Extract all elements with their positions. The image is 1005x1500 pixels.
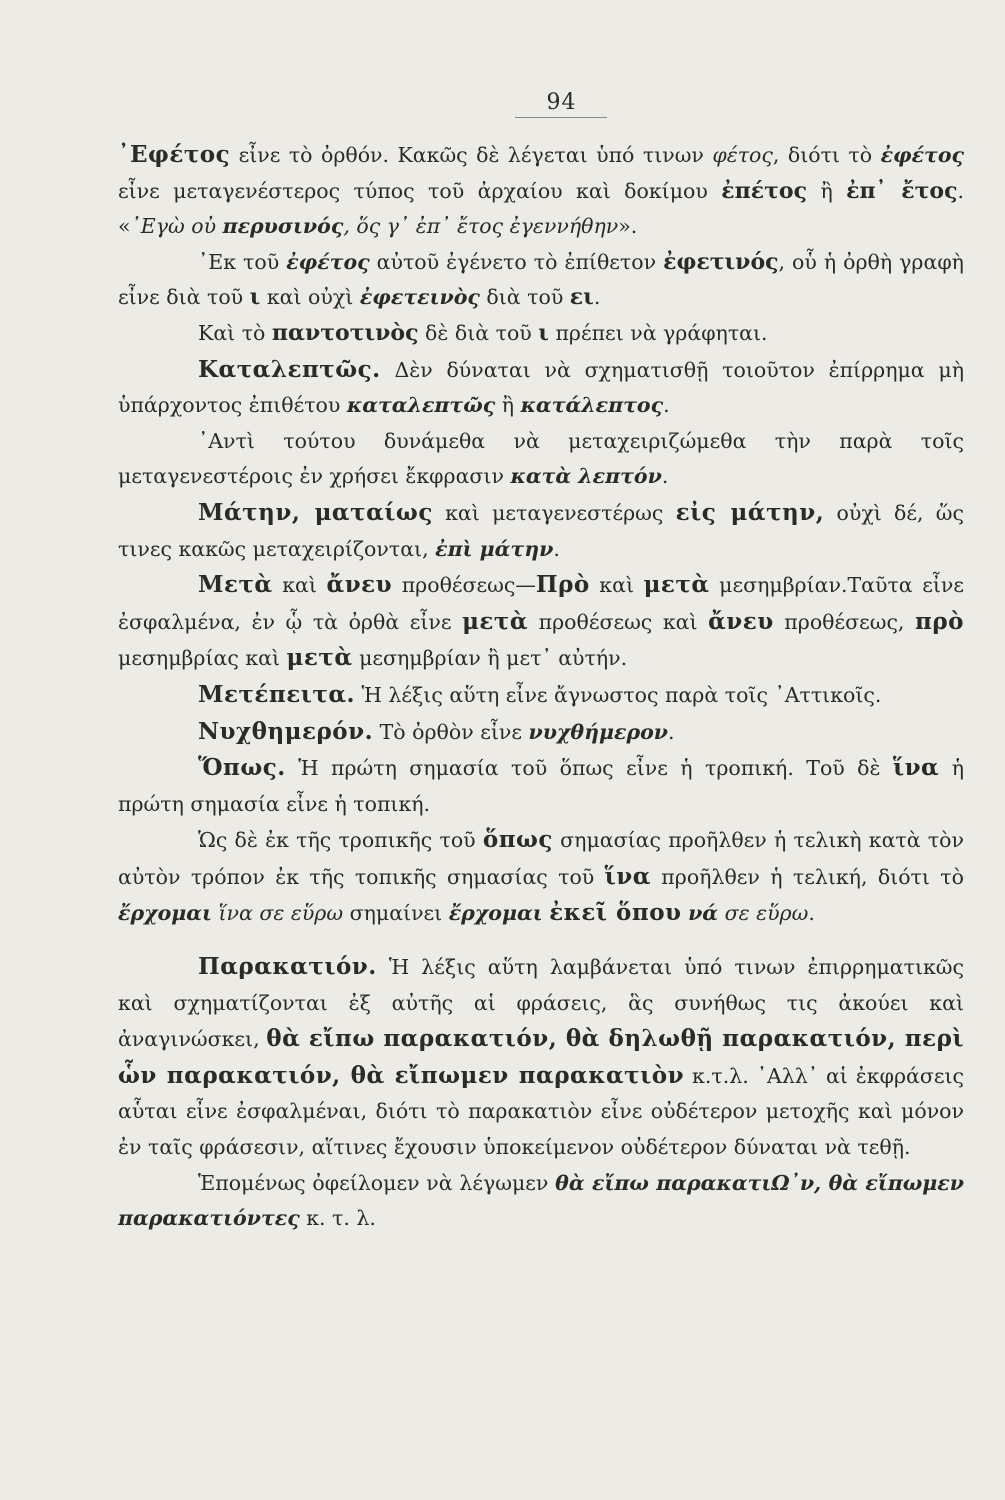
emphasis-text: ι — [538, 319, 549, 346]
emphasis-text: ἐπέτος — [721, 177, 808, 204]
headword: Πρὸ — [535, 571, 590, 599]
emphasis-text: ἐπ᾿ ἔτος — [846, 177, 958, 204]
emphasis-text: ᾿Εγὼ οὐ — [130, 214, 223, 239]
emphasis-text: ἔρχομαι — [448, 901, 543, 926]
paragraph-p10 — [118, 750, 964, 822]
headword: θὰ εἴπω παρακατιόν, θὰ δηλωθῇ παρακατιόν, περὶ ὧν παρακατιόν, θὰ εἴπωμεν παρακατιὸν — [118, 1025, 964, 1089]
paragraph-p12 — [118, 949, 964, 1166]
body-text: καὶ μεταγενεστέρως — [432, 500, 676, 525]
emphasis-text: νυχθήμερον — [528, 719, 668, 744]
body-text: Ἡ πρώτη σημασία τοῦ ὅπως εἶνε ἡ τροπική. Τοῦ δὲ — [285, 756, 893, 781]
headword: ἄνευ — [708, 607, 774, 635]
headword: μετὰ — [286, 644, 353, 672]
body-text: . — [667, 719, 675, 744]
headword: Καταλεπτῶς. — [198, 355, 381, 383]
body-text: μεσημβρίαν.Ταῦτα εἶνε ἐσφαλμένα, ἐν ᾧ τὰ ὀρθὰ εἶνε — [118, 573, 964, 634]
body-text: . — [553, 536, 560, 561]
body-text: κ.τ.λ. ᾿Αλλ᾿ αἱ ἐκφράσεις αὗται εἶνε ἐσφαλμέναι, διότι τὸ παρακατιὸν εἶνε οὐδέτερον μετοχῆς καὶ μόνον ἐν ταῖς φράσεσιν, αἵτινες ἔχουσιν ὑποκείμενον οὐδέτερον δύναται νὰ τεθῇ. — [118, 1063, 964, 1160]
paragraph-p5 — [118, 424, 964, 495]
body-text: καὶ — [272, 573, 327, 598]
emphasis-text: σε εὕρω — [718, 901, 809, 926]
paragraph-p3 — [118, 316, 964, 352]
body-text: Ἡ λέξις αὕτη λαμβάνεται ὑπό τινων ἐπιρρηματικῶς καὶ σχηματίζονται ἐξ αὐτῆς αἱ φράσεις, ἃς συνήθως τις ἀκούει καὶ ἀναγινώσκει, — [118, 955, 964, 1052]
emphasis-text: , ὅς γ᾿ ἐπ᾿ ἔτος ἐγεννήθην — [343, 214, 619, 239]
paragraph-p6 — [118, 495, 964, 567]
emphasis-text: παντοτινὸς — [271, 319, 419, 346]
headword: ἐκεῖ ὅπου — [549, 899, 682, 927]
body-text: δὲ διὰ τοῦ — [418, 320, 539, 345]
emphasis-text: νά — [688, 901, 719, 926]
page-body — [118, 137, 964, 1237]
body-text: ἢ — [495, 393, 521, 418]
body-text: αὐτοῦ ἐγένετο τὸ ἐπίθετον — [369, 249, 664, 274]
body-text: Καὶ τὸ — [198, 320, 272, 345]
body-text: καὶ — [589, 573, 644, 598]
paragraph-p9 — [118, 714, 964, 751]
body-text: καὶ οὐχὶ — [260, 285, 360, 310]
body-text: κ. τ. λ. — [299, 1206, 376, 1231]
page-number: 94 — [546, 90, 577, 115]
headword: μετὰ — [643, 571, 710, 599]
paragraph-p7 — [118, 567, 964, 677]
body-text: ᾿Αντὶ τούτου δυνάμεθα νὰ μεταχειριζώμεθα τὴν παρὰ τοῖς μεταγενεστέροις ἐν χρήσει ἔκφρασιν — [118, 428, 964, 489]
body-text: εἶνε τὸ ὀρθόν. Κακῶς δὲ λέγεται ὑπό τινων — [230, 143, 713, 167]
emphasis-text: ἐφετινός — [663, 248, 779, 275]
body-text: Ἑπομένως ὀφείλομεν νὰ λέγωμεν — [198, 1170, 556, 1195]
emphasis-text: καταλεπτῶς — [346, 393, 496, 418]
body-text: Τὸ ὀρθὸν εἶνε — [373, 719, 529, 744]
paragraph-p13 — [118, 1166, 964, 1237]
headword: Μετὰ — [198, 571, 273, 599]
headword: Ὅπως. — [198, 754, 286, 782]
emphasis-text: ἵνα σε εὕρω — [211, 901, 344, 926]
headword: Παρακατιόν. — [198, 953, 377, 981]
body-text: . — [663, 393, 670, 418]
emphasis-text: ἐφετεινὸς — [359, 285, 480, 310]
emphasis-text: ἐπὶ μάτην — [435, 536, 554, 561]
headword: μετὰ — [462, 607, 529, 635]
emphasis-text: ἐφέτος — [880, 143, 964, 167]
body-text: διὰ τοῦ — [479, 285, 570, 310]
body-text: προθέσεως, — [773, 609, 916, 634]
emphasis-text: ει — [569, 284, 594, 311]
body-text: μεσημβρίαν ἢ μετ᾿ αὐτήν. — [352, 646, 628, 671]
headword: Μετέπειτα. — [198, 680, 356, 708]
body-text: , διότι τὸ — [772, 143, 881, 167]
body-text: εἶνε μεταγενέστερος τύπος τοῦ ἀρχαίου καὶ δοκίμου — [118, 178, 722, 203]
body-text: ἡ πρώτη σημασία εἶνε ἡ τοπική. — [118, 756, 964, 816]
body-text: Ὡς δὲ ἐκ τῆς τροπικῆς τοῦ — [198, 828, 483, 853]
paragraph-p4 — [118, 352, 964, 424]
paragraph-p2 — [118, 245, 964, 316]
body-text: ἢ — [807, 178, 847, 203]
body-text: , οὗ ἡ ὀρθὴ γραφὴ εἶνε διὰ τοῦ — [118, 249, 964, 310]
body-text: Δὲν δύναται νὰ σχηματισθῇ τοιοῦτον ἐπίρρημα μὴ ὑπάρχοντος ἐπιθέτου — [118, 357, 964, 418]
body-text: ᾿Εκ τοῦ — [198, 249, 287, 274]
emphasis-text: ι — [249, 284, 261, 311]
headword: Νυχθημερόν. — [198, 717, 374, 745]
body-text: προθέσεως— — [392, 573, 536, 598]
body-text: σημαίνει — [343, 901, 449, 926]
body-text: ». — [618, 214, 638, 239]
emphasis-text: ἔρχομαι — [118, 901, 212, 926]
paragraph-p1 — [118, 137, 964, 245]
emphasis-text: ἐφέτος — [286, 249, 370, 274]
body-text: Ἡ λέξις αὕτη εἶνε ἄγνωστος παρὰ τοῖς ᾿Αττικοῖς. — [355, 682, 882, 707]
body-text: . — [808, 901, 815, 926]
emphasis-text: περυσινός — [222, 214, 344, 239]
emphasis-text: θὰ εἴπω παρακατιΩ᾿ν, θὰ εἴπωμεν παρακατιόντες — [118, 1170, 964, 1231]
body-text: προῆλθεν ἡ τελική, διότι τὸ — [650, 864, 964, 889]
body-text: . — [593, 285, 601, 310]
headword: ᾿Εφέτος — [118, 141, 231, 168]
body-text: σημασίας προῆλθεν ἡ τελικὴ κατὰ τὸν αὐτὸν τρόπον ἐκ τῆς τοπικῆς σημασίας τοῦ — [118, 828, 964, 889]
body-text: . « — [118, 178, 964, 239]
headword: ἄνευ — [326, 571, 393, 599]
body-text: προθέσεως καὶ — [528, 609, 709, 634]
body-text: μεσημβρίας καὶ — [118, 646, 287, 671]
headword: πρὸ — [915, 607, 964, 635]
body-text: οὐχὶ δέ, ὥς τινες κακῶς μεταχειρίζονται, — [118, 500, 964, 561]
emphasis-text: κατάλεπτος — [520, 393, 664, 418]
headword: εἰς μάτην, — [675, 498, 825, 526]
emphasis-text: φέτος — [712, 143, 773, 167]
page-number-rule — [515, 117, 607, 118]
paragraph-p11 — [118, 822, 964, 932]
headword: ἵνα — [892, 754, 940, 782]
headword: ἵνα — [604, 862, 651, 890]
headword: Μάτην, ματαίως — [198, 498, 433, 526]
headword: ὅπως — [482, 826, 553, 854]
body-text: . — [661, 464, 669, 489]
emphasis-text: κατὰ λεπτόν — [510, 464, 662, 489]
paragraph-p8 — [118, 677, 964, 714]
body-text: πρέπει νὰ γράφηται. — [548, 320, 768, 345]
